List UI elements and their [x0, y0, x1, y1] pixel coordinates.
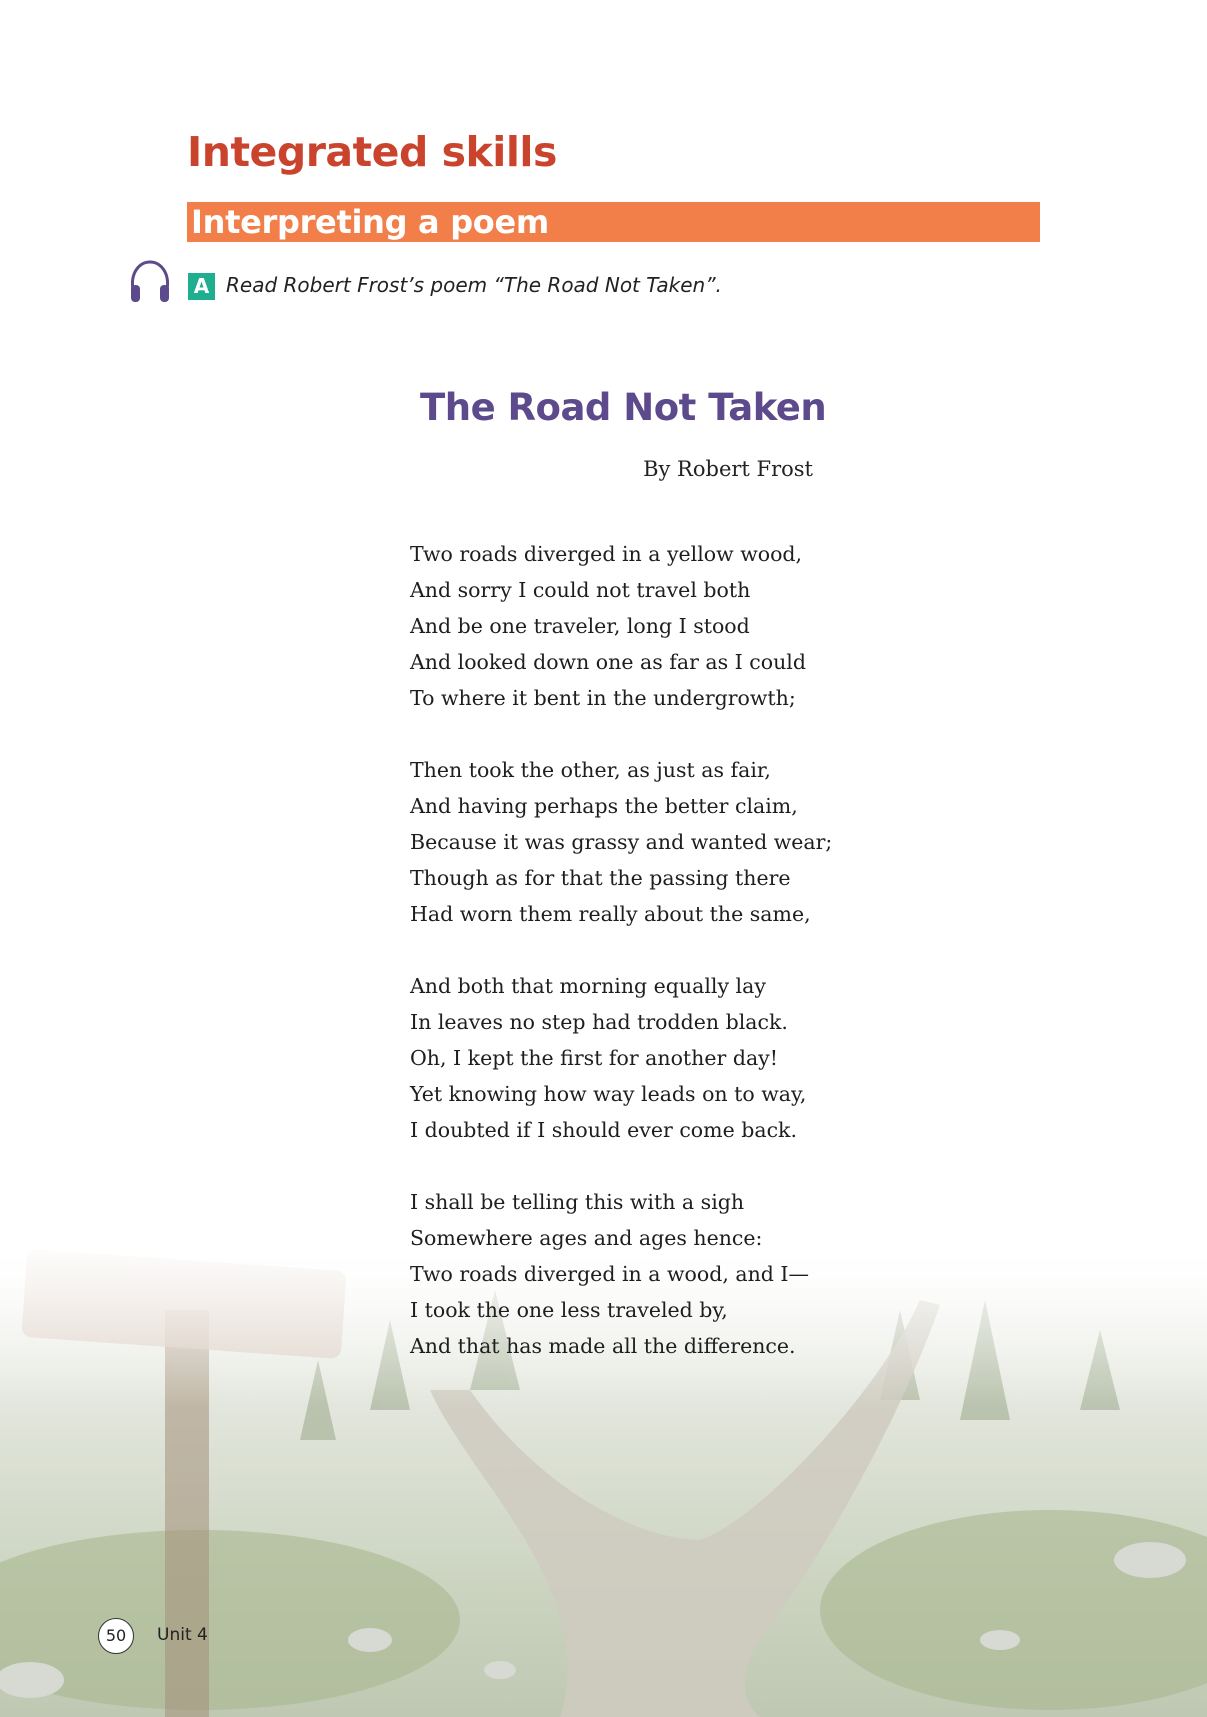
stanza [410, 752, 833, 932]
poem-line: And looked down one as far as I could [410, 650, 806, 674]
poem-title: The Road Not Taken [420, 386, 827, 429]
poem-line: Somewhere ages and ages hence: [410, 1226, 763, 1250]
poem-line: Had worn them really about the same, [410, 902, 811, 926]
task-badge: A [188, 273, 215, 300]
subsection-title: Interpreting a poem [191, 203, 549, 241]
poem-line: Yet knowing how way leads on to way, [410, 1082, 807, 1106]
poem-line: And that has made all the difference. [410, 1334, 796, 1358]
page-number: 50 [98, 1618, 134, 1654]
poem-line: Though as for that the passing there [410, 866, 791, 890]
poem-line: And both that morning equally lay [410, 974, 766, 998]
poem-line: Because it was grassy and wanted wear; [410, 830, 833, 854]
poem-body [410, 536, 833, 1400]
poem-line: I shall be telling this with a sigh [410, 1190, 745, 1214]
task-instruction: Read Robert Frost’s poem “The Road Not Taken”. [226, 273, 722, 297]
headphones-icon[interactable] [128, 258, 172, 304]
stanza [410, 1184, 830, 1364]
poem-line: Two roads diverged in a yellow wood, [410, 542, 803, 566]
stanza [410, 536, 830, 716]
poem-line: In leaves no step had trodden black. [410, 1010, 788, 1034]
stanza [410, 968, 830, 1148]
subsection-bar [187, 202, 1040, 242]
poem-line: And sorry I could not travel both [410, 578, 751, 602]
poem-line: And having perhaps the better claim, [410, 794, 798, 818]
poem-line: To where it bent in the undergrowth; [410, 686, 796, 710]
unit-label: Unit 4 [157, 1625, 208, 1645]
poem-line: I took the one less traveled by, [410, 1298, 728, 1322]
poem-line: I doubted if I should ever come back. [410, 1118, 797, 1142]
poem-line: Then took the other, as just as fair, [410, 758, 771, 782]
poem-byline: By Robert Frost [643, 457, 813, 481]
poem-line: Oh, I kept the first for another day! [410, 1046, 778, 1070]
poem-line: And be one traveler, long I stood [410, 614, 750, 638]
poem-line: Two roads diverged in a wood, and I— [410, 1262, 810, 1286]
section-title: Integrated skills [187, 128, 557, 176]
